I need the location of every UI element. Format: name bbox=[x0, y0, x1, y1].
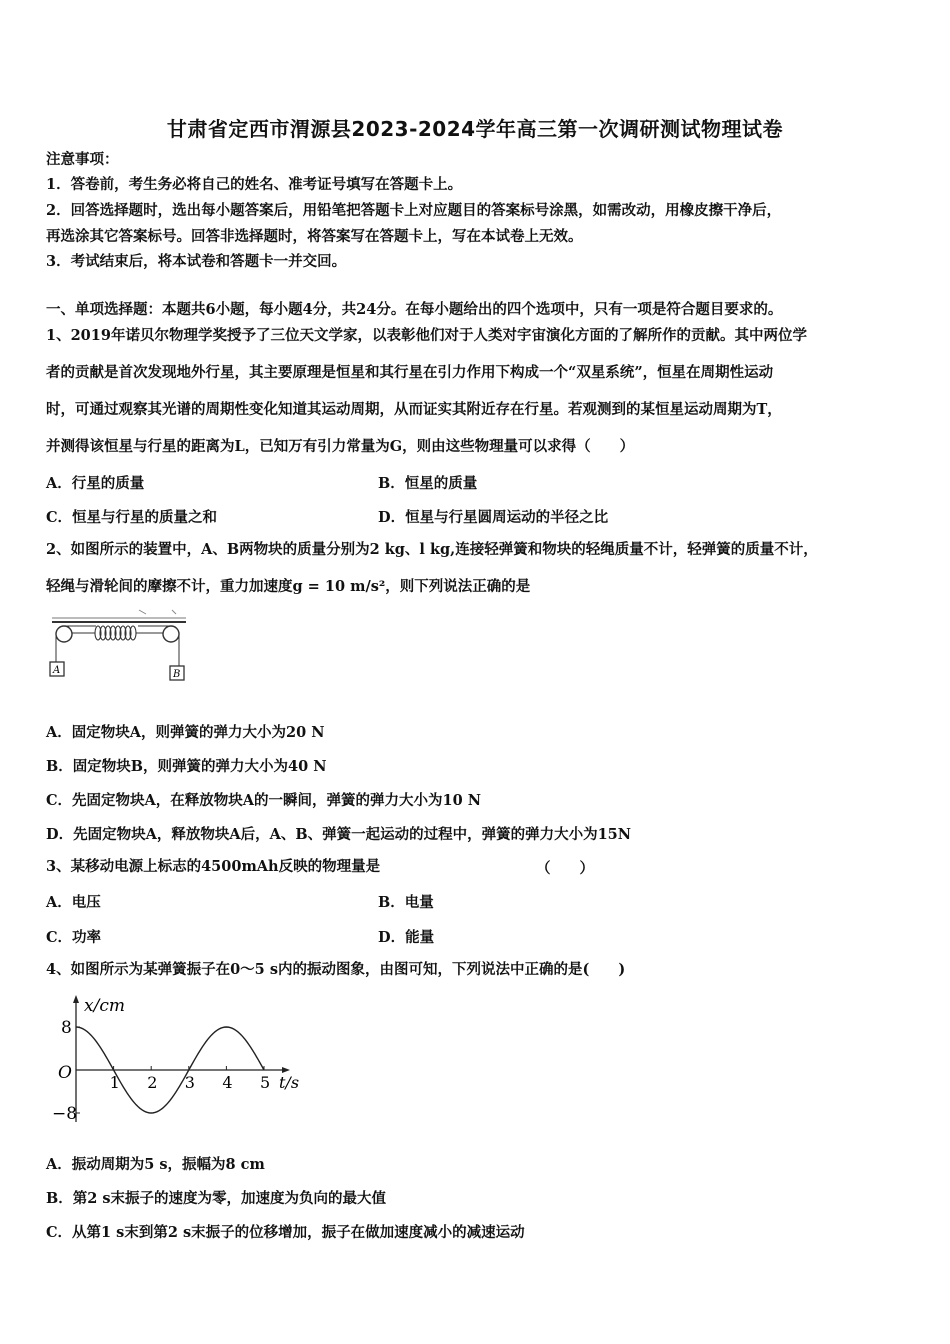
q4-option-c: C．从第1 s末到第2 s末振子的位移增加，振子在做加速度减小的减速运动 bbox=[46, 1224, 525, 1241]
x-tick-label: 2 bbox=[147, 1073, 158, 1092]
question-2-line: 轻绳与滑轮间的摩擦不计，重力加速度g = 10 m/s²，则下列说法正确的是 bbox=[46, 578, 531, 595]
q4-option-b: B．第2 s末振子的速度为零，加速度为负向的最大值 bbox=[46, 1190, 387, 1207]
x-tick-label: 5 bbox=[260, 1073, 271, 1092]
x-tick-label: 1 bbox=[109, 1073, 120, 1092]
note-item: 1．答卷前，考生务必将自己的姓名、准考证号填写在答题卡上。 bbox=[46, 176, 463, 193]
notes-header: 注意事项： bbox=[46, 151, 119, 168]
q1-option-c: C．恒星与行星的质量之和 bbox=[46, 509, 218, 526]
x-tick-label: 3 bbox=[184, 1073, 195, 1092]
oscillation-chart bbox=[46, 990, 316, 1130]
origin-label: O bbox=[58, 1063, 72, 1083]
page-title: 甘肃省定西市渭源县2023-2024学年高三第一次调研测试物理试卷 bbox=[166, 117, 784, 141]
question-1-line: 并测得该恒星与行星的距离为L，已知万有引力常量为G，则由这些物理量可以求得（ ） bbox=[46, 438, 635, 455]
question-2-line: 2、如图所示的装置中，A、B两物块的质量分别为2 kg、l kg,连接轻弹簧和物块的轻绳质量不计，轻弹簧的质量不计， bbox=[46, 541, 818, 558]
x-axis-label: t/s bbox=[279, 1073, 300, 1092]
spring bbox=[95, 626, 136, 640]
q4-option-a: A．振动周期为5 s，振幅为8 cm bbox=[46, 1156, 265, 1173]
x-tick-label: 4 bbox=[222, 1073, 233, 1092]
answer-blank: （ ） bbox=[536, 860, 594, 877]
q1-option-d: D．恒星与行星圆周运动的半径之比 bbox=[378, 509, 609, 526]
q2-option-d: D．先固定物块A，释放物块A后，A、B、弹簧一起运动的过程中，弹簧的弹力大小为15N bbox=[46, 826, 632, 843]
question-1-line: 时，可通过观察其光谱的周期性变化知道其运动周期，从而证实其附近存在行星。若观测到的某恒星运动周期为T， bbox=[46, 401, 782, 418]
question-3-stem: 3、某移动电源上标志的4500mAh反映的物理量是 bbox=[46, 858, 381, 875]
block-b-label: B bbox=[173, 669, 181, 680]
right-pulley bbox=[163, 626, 179, 642]
ceiling-bar bbox=[52, 610, 186, 622]
note-item: 2．回答选择题时，选出每小题答案后，用铅笔把答题卡上对应题目的答案标号涂黑，如需改动，用橡皮擦干净后， bbox=[46, 202, 782, 219]
pulley-spring-figure bbox=[46, 608, 196, 686]
q2-option-b: B．固定物块B，则弹簧的弹力大小为40 N bbox=[46, 758, 327, 775]
section-heading: 一、单项选择题：本题共6小题，每小题4分，共24分。在每小题给出的四个选项中，只有一项是符合题目要求的。 bbox=[46, 301, 783, 318]
question-1-line: 者的贡献是首次发现地外行星，其主要原理是恒星和其行星在引力作用下构成一个“双星系统”，恒星在周期性运动 bbox=[46, 364, 774, 381]
question-4-stem: 4、如图所示为某弹簧振子在0～5 s内的振动图象，由图可知，下列说法中正确的是( ) bbox=[46, 961, 626, 978]
q2-option-a: A．固定物块A，则弹簧的弹力大小为20 N bbox=[46, 724, 325, 741]
y-axis-arrow bbox=[73, 995, 79, 1003]
question-1-line: 1、2019年诺贝尔物理学奖授予了三位天文学家，以表彰他们对于人类对宇宙演化方面的了解所作的贡献。其中两位学 bbox=[46, 327, 807, 344]
q1-option-b: B．恒星的质量 bbox=[378, 475, 478, 492]
q3-option-b: B．电量 bbox=[378, 894, 434, 911]
note-item: 再选涂其它答案标号。回答非选择题时，将答案写在答题卡上，写在本试卷上无效。 bbox=[46, 228, 583, 245]
q3-option-a: A．电压 bbox=[46, 894, 101, 911]
left-pulley bbox=[56, 626, 72, 642]
block-a-label: A bbox=[53, 665, 61, 676]
q3-option-c: C．功率 bbox=[46, 929, 102, 946]
q2-option-c: C．先固定物块A，在释放物块A的一瞬间，弹簧的弹力大小为10 N bbox=[46, 792, 482, 809]
q3-option-d: D．能量 bbox=[378, 929, 435, 946]
y-axis-label: x/cm bbox=[84, 996, 125, 1016]
y-tick-label: −8 bbox=[52, 1104, 78, 1124]
y-tick-label: 8 bbox=[61, 1018, 72, 1038]
q1-option-a: A．行星的质量 bbox=[46, 475, 145, 492]
note-item: 3．考试结束后，将本试卷和答题卡一并交回。 bbox=[46, 253, 347, 270]
